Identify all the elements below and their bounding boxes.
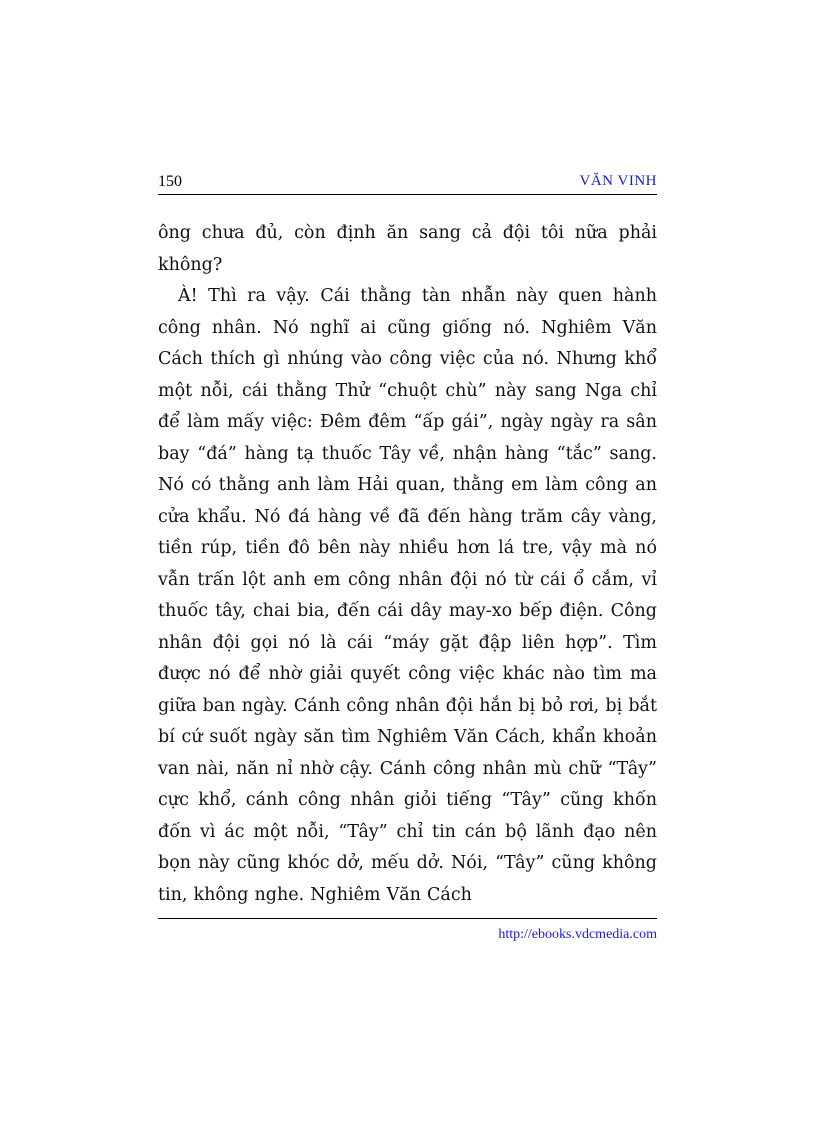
- paragraph-continuation: ông chưa đủ, còn định ăn sang cả đội tôi nữa phải không?: [158, 223, 657, 275]
- footer-url-link[interactable]: http://ebooks.vdcmedia.com: [498, 927, 657, 942]
- paragraph: À! Thì ra vậy. Cái thằng tàn nhẫn này quen hành công nhân. Nó nghĩ ai cũng giống nó. Nghiêm Văn Cách thích gì nhúng vào công việc của nó. Nhưng khổ một nỗi, cái thằng Thử “chuột chù” này sang Nga chỉ để làm mấy việc: Đêm đêm “ấp gái”, ngày ngày ra sân bay “đá” hàng tạ thuốc Tây về, nhận hàng “tắc” sang. Nó có thằng anh làm Hải quan, thằng em làm công an cửa khẩu. Nó đá hàng về đã đến hàng trăm cây vàng, tiền rúp, tiền đô bên này nhiều hơn lá tre, vậy mà nó vẫn trấn lột anh em công nhân đội nó từ cái ổ cắm, vỉ thuốc tây, chai bia, đến cái dây may-xo bếp điện. Công nhân đội gọi nó là cái “máy gặt đập liên hợp”. Tìm được nó để nhờ giải quyết công việc khác nào tìm ma giữa ban ngày. Cánh công nhân đội hắn bị bỏ rơi, bị bắt bí cứ suốt ngày săn tìm Nghiêm Văn Cách, khẩn khoản van nài, năn nỉ nhờ cậy. Cánh công nhân mù chữ “Tây” cực khổ, cánh công nhân giỏi tiếng “Tây” cũng khốn đốn vì ác một nỗi, “Tây” chỉ tin cán bộ lãnh đạo nên bọn này cũng khóc dở, mếu dở. Nói, “Tây” cũng không tin, không nghe. Nghiêm Văn Cách: [158, 286, 657, 905]
- page-number: 150: [158, 173, 182, 190]
- body-text: [158, 218, 657, 911]
- running-title: VĂN VINH: [579, 173, 657, 189]
- footer-divider: [158, 918, 657, 919]
- page-header: [158, 170, 657, 195]
